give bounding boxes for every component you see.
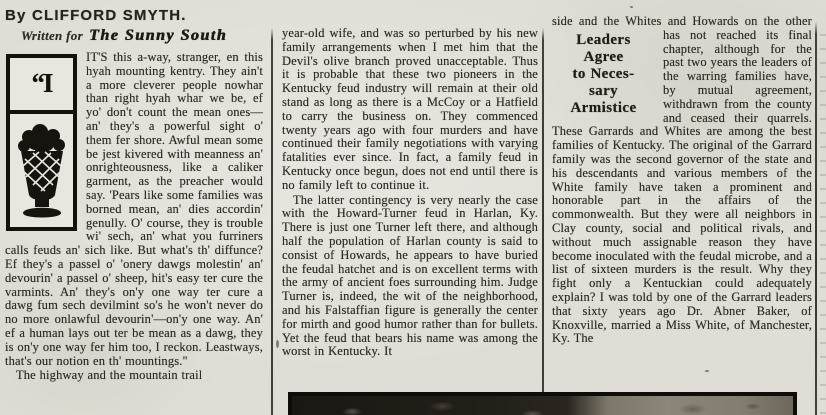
column1-paragraph2: The highway and the mountain trail (16, 368, 203, 383)
ink-speck (630, 6, 633, 8)
column1-paragraph1: IT'S this a-way, stranger, en this hyah mounting kentry. They ain't a more cleverer people nowhar than right hyah whar we be, ef yo' don't count the mean ones—an' they's a powerful sight o' them fer shore. Awful mean some be jest kivered with meanness an' onrighteousness, like a caliker garment, as the preacher would say. 'Pears like some families was borned mean, an' dies accordin' genully. O' course, they is trouble wi' sech, an' what you furriners calls feuds an' sich like. But what's th' diffunce? Ef they's a passel o' 'onery dawgs molestin' an' devourin' a passel o' sheep, hit's easy ter cure the varmints. An' they's on'y one way ter cure a dawg fum sech devilmint so's he won't never do no more onlawful devourin'—on'y one way. An' ef a human lays out ter be mean as a dawg, they is on'y one way fer him too, I reckon. Leastways, that's our notion en th' mountings." (5, 50, 263, 368)
column-1 (5, 7, 263, 383)
feud-photograph-top-edge (288, 392, 797, 415)
column2-paragraph2: The latter contingency is very nearly the case with the Howard-Turner feud in Harlan, Ky. There is just one Turner left there, and although half the population of Harlan county is said to consist of Howards, he appears to have buried the feudal hatchet and is on excellent terms with the army of ancient foes surrounding him. Judge Turner is, indeed, the wit of the neighborhood, and his Falstaffian figure is generally the center for mirth and good humor rather than for bullets. Yet the feud that bears his name was among the worst in Kentucky. It (282, 192, 538, 359)
ink-speck (276, 340, 279, 348)
publication-name: The Sunny South (88, 27, 228, 44)
column-3 (552, 15, 812, 346)
column1-paragraph1-block (5, 51, 263, 368)
column-2 (282, 27, 538, 359)
dropcap-illustration-box (6, 54, 77, 231)
column2-paragraph1: year-old wife, and was so perturbed by his new family arrangements when I met him that the Devil's olive branch proved unacceptable. Thus it is probable that these two pioneers in the Kentucky feud industry will remain at their old stand as long as there is a McCoy or a Hatfield to carry the business on. They commenced twenty years ago with four murders and have continued their family negotiations with varying fatalities ever since. In fact, a family feud in Kentucky once begun, does not end until there is no family left to continue it. (282, 26, 538, 192)
column-rule-left (271, 28, 273, 415)
inset-heading-line: to Neces- (572, 65, 635, 82)
byline: By CLIFFORD SMYTH. (5, 7, 187, 24)
column3-paragraph (552, 15, 812, 346)
inset-heading-line: sary (588, 82, 619, 99)
column-rule-right (815, 22, 817, 415)
column3-body: other has not reached its final chapter, although for the past two years the leaders of the warring families have, by mutual agreement, withdrawn from the county and ceased their quarrels. These Garrards and Whites are among the best families of Kentucky. The original of the Garrard family was the second governor of the state and his descendants and various members of the White family have taken a prominent and honorable part in the affairs of the commonwealth. But they were all neighbors in Clay county, social and political rivals, and without much assignable reason they have become inoculated with the feudal microbe, and a list of sixteen murders is the result. Why they fight only a Kentuckian could adequately explain? I was told by one of the Garrard leaders that sixty years ago Dr. Abner Baker, of Knoxville, married a Miss White, of Manchester, Ky. The (552, 14, 812, 346)
column-rule-middle (542, 28, 544, 415)
dropcap-initial: “I (10, 58, 73, 114)
adjacent-column-cutoff-fragments (820, 30, 826, 415)
credit-line (21, 27, 263, 45)
inset-heading-line: Agree (583, 48, 624, 65)
vase-of-flowers-icon (10, 114, 73, 227)
column3-lead: side and the Whites and Howards on the (552, 14, 780, 28)
inset-heading-line: Armistice (570, 99, 637, 116)
credit-prefix: Written for (21, 28, 83, 43)
inset-heading-line: Leaders (576, 31, 631, 48)
ink-speck (705, 370, 709, 372)
inset-heading-leaders-agree (552, 32, 655, 117)
